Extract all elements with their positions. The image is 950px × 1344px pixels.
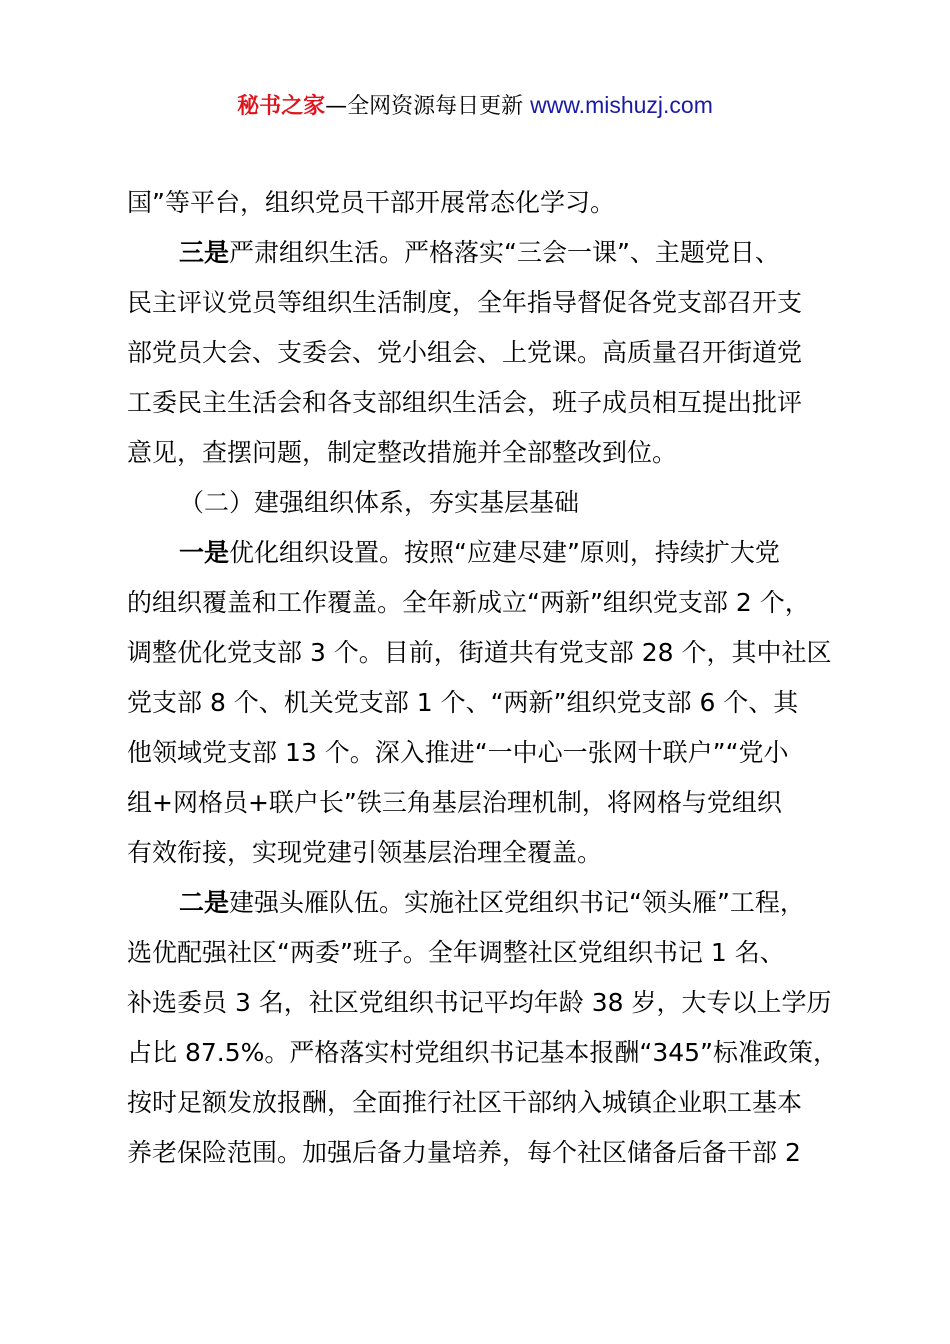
- line-text: 优化组织设置。按照“应建尽建”原则，持续扩大党: [229, 538, 780, 567]
- line-text: 建强头雁队伍。实施社区党组织书记“领头雁”工程，: [229, 888, 805, 917]
- text-line: [127, 278, 857, 328]
- text-line: [127, 1028, 857, 1078]
- line-text: 补选委员 3 名，社区党组织书记平均年龄 38 岁，大专以上学历: [127, 988, 832, 1017]
- text-line: [127, 678, 857, 728]
- text-line: [127, 878, 857, 928]
- text-line: [127, 1128, 857, 1178]
- text-line: [127, 328, 857, 378]
- text-line: [127, 628, 857, 678]
- text-line: [127, 778, 857, 828]
- line-text: 组+网格员+联户长”铁三角基层治理机制，将网格与党组织: [127, 788, 782, 817]
- site-header: [0, 88, 950, 124]
- paragraph-lead: 二是: [179, 888, 230, 917]
- text-line: [127, 378, 857, 428]
- site-url-link[interactable]: www.mishuzj.com: [530, 92, 713, 118]
- line-text: 他领域党支部 13 个。深入推进“一中心一张网十联户”“党小: [127, 738, 789, 767]
- paragraph-lead: 一是: [179, 538, 230, 567]
- line-text: 部党员大会、支委会、党小组会、上党课。高质量召开街道党: [127, 338, 803, 367]
- line-text: （二）建强组织体系，夯实基层基础: [179, 488, 580, 517]
- text-line: [127, 928, 857, 978]
- paragraph-lead: 三是: [179, 238, 230, 267]
- text-line: [127, 1078, 857, 1128]
- text-line: [127, 228, 857, 278]
- text-line: [127, 978, 857, 1028]
- line-text: 按时足额发放报酬，全面推行社区干部纳入城镇企业职工基本: [127, 1088, 803, 1117]
- line-text: 的组织覆盖和工作覆盖。全年新成立“两新”组织党支部 2 个，: [127, 588, 810, 617]
- line-text: 选优配强社区“两委”班子。全年调整社区党组织书记 1 名、: [127, 938, 785, 967]
- site-tagline: —全网资源每日更新: [325, 94, 531, 119]
- line-text: 意见，查摆问题，制定整改措施并全部整改到位。: [127, 438, 678, 467]
- line-text: 工委民主生活会和各支部组织生活会，班子成员相互提出批评: [127, 388, 803, 417]
- line-text: 党支部 8 个、机关党支部 1 个、“两新”组织党支部 6 个、其: [127, 688, 799, 717]
- text-line: [127, 578, 857, 628]
- site-brand: 秘书之家: [237, 94, 326, 119]
- section-heading: [127, 478, 857, 528]
- line-text: 调整优化党支部 3 个。目前，街道共有党支部 28 个，其中社区: [127, 638, 832, 667]
- line-text: 养老保险范围。加强后备力量培养，每个社区储备后备干部 2: [127, 1138, 801, 1167]
- line-text: 民主评议党员等组织生活制度，全年指导督促各党支部召开支: [127, 288, 803, 317]
- line-text: 国”等平台，组织党员干部开展常态化学习。: [127, 188, 615, 217]
- line-text: 严肃组织生活。严格落实“三会一课”、主题党日、: [229, 238, 780, 267]
- document-body: [127, 178, 857, 1178]
- text-line: [127, 178, 857, 228]
- text-line: [127, 728, 857, 778]
- line-text: 有效衔接，实现党建引领基层治理全覆盖。: [127, 838, 603, 867]
- text-line: [127, 828, 857, 878]
- line-text: 占比 87.5%。严格落实村党组织书记基本报酬“345”标准政策，: [127, 1038, 838, 1067]
- text-line: [127, 428, 857, 478]
- text-line: [127, 528, 857, 578]
